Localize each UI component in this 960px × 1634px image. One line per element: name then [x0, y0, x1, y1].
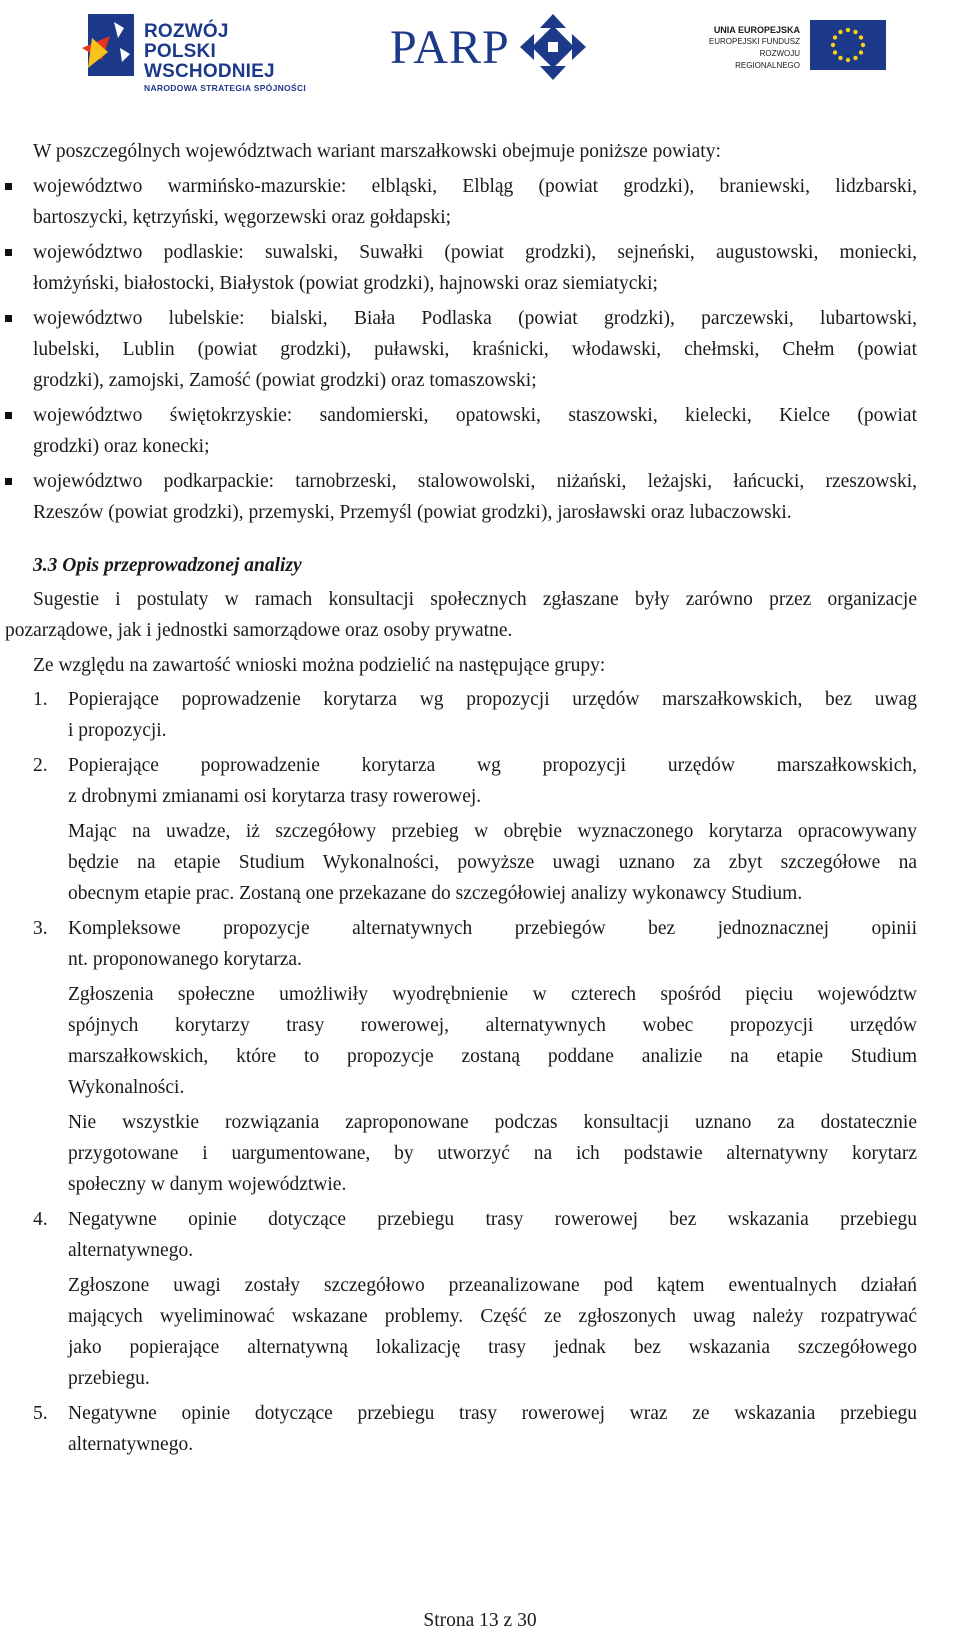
group-item: Popierające poprowadzenie korytarza wg propozycji urzędów marszałkowskich, [68, 755, 917, 776]
voivodeship-list-item: Rzeszów (powiat grodzki), przemyski, Przemyśl (powiat grodzki), jarosławski oraz lubaczowski. [33, 502, 792, 523]
eu-star-icon [846, 58, 850, 62]
group-item: alternatywnego. [68, 1240, 194, 1261]
voivodeship-list-item: łomżyński, białostocki, Białystok (powiat grodzki), hajnowski oraz siemiatycki; [33, 273, 658, 294]
eu-flag-icon [810, 20, 886, 70]
group-item: Negatywne opinie dotyczące przebiegu trasy rowerowej bez wskazania przebiegu [68, 1209, 917, 1230]
rpw-emblem-icon [80, 8, 140, 84]
voivodeship-list-item: województwo warmińsko-mazurskie: elbląski, Elbląg (powiat grodzki), braniewski, lidzbarski, [33, 176, 917, 197]
parp-logo [390, 12, 600, 82]
eu-logo [700, 20, 890, 75]
rpw-logo-line2: POLSKI WSCHODNIEJ [144, 41, 275, 82]
voivodeship-list-item: grodzki), zamojski, Zamość (powiat grodzki) oraz tomaszowski; [33, 370, 537, 391]
eu-logo-line2: EUROPEJSKI FUNDUSZ [708, 37, 800, 46]
group-item: Negatywne opinie dotyczące przebiegu trasy rowerowej wraz ze wskazania przebiegu [68, 1403, 917, 1424]
section-heading: 3.3 Opis przeprowadzonej analizy [33, 555, 302, 576]
voivodeship-list-item: województwo świętokrzyskie: sandomierski, opatowski, staszowski, kielecki, Kielce (powiat [33, 405, 917, 426]
group-number: 4. [33, 1209, 48, 1230]
group-note: Wykonalności. [68, 1077, 185, 1098]
group-note: Zgłoszenia społeczne umożliwiły wyodrębnienie w czterech spośród pięciu województw [68, 984, 917, 1005]
bullet-icon [5, 412, 12, 419]
voivodeship-list-item: bartoszycki, kętrzyński, węgorzewski oraz gołdapski; [33, 207, 452, 228]
group-number: 2. [33, 755, 48, 776]
consultation-paragraph: Sugestie i postulaty w ramach konsultacji społecznych zgłaszane były zarówno przez organizacje [33, 589, 917, 610]
parp-logo-text: PARP [390, 21, 510, 74]
eu-star-icon [833, 35, 837, 39]
group-item: Kompleksowe propozycje alternatywnych przebiegów bez jednoznacznej opinii [68, 918, 917, 939]
group-number: 1. [33, 689, 48, 710]
group-item: i propozycji. [68, 720, 167, 741]
group-note: przebiegu. [68, 1368, 150, 1389]
bullet-icon [5, 315, 12, 322]
eu-star-icon [859, 35, 863, 39]
group-note: mających wyeliminować wskazane problemy. Część ze zgłoszonych uwag należy rozpatrywać [68, 1306, 917, 1327]
group-item: z drobnymi zmianami osi korytarza trasy rowerowej. [68, 786, 482, 807]
bullet-icon [5, 249, 12, 256]
group-note: jako popierające alternatywną lokalizację trasy jednak bez wskazania szczegółowego [68, 1337, 917, 1358]
group-note: marszałkowskich, które to propozycje zostaną poddane analizie na etapie Studium [68, 1046, 917, 1067]
eu-star-icon [846, 28, 850, 32]
bullet-icon [5, 478, 12, 485]
eu-star-icon [838, 56, 842, 60]
group-number: 3. [33, 918, 48, 939]
groups-intro: Ze względu na zawartość wnioski można podzielić na następujące grupy: [33, 655, 606, 676]
rozwoj-polski-wschodniej-logo [80, 8, 340, 93]
group-item: nt. proponowanego korytarza. [68, 949, 302, 970]
group-item: Popierające poprowadzenie korytarza wg propozycji urzędów marszałkowskich, bez uwag [68, 689, 917, 710]
group-note: spójnych korytarzy trasy rowerowej, alternatywnych wobec propozycji urzędów [68, 1015, 917, 1036]
eu-star-icon [833, 50, 837, 54]
group-note: przygotowane i uargumentowane, by utworzyć na ich podstawie alternatywny korytarz [68, 1143, 917, 1164]
eu-star-icon [831, 43, 835, 47]
eu-logo-line1: UNIA EUROPEJSKA [713, 25, 800, 35]
eu-star-icon [853, 30, 857, 34]
intro-paragraph: W poszczególnych województwach wariant marszałkowski obejmuje poniższe powiaty: [33, 141, 721, 162]
group-note: społeczny w danym województwie. [68, 1174, 347, 1195]
group-note: będzie na etapie Studium Wykonalności, powyższe uwagi uznano za zbyt szczegółowe na [68, 852, 917, 873]
eu-star-icon [838, 30, 842, 34]
group-note: Zgłoszone uwagi zostały szczegółowo przeanalizowane pod kątem ewentualnych działań [68, 1275, 917, 1296]
voivodeship-list-item: województwo podlaskie: suwalski, Suwałki (powiat grodzki), sejneński, augustowski, moniecki, [33, 242, 917, 263]
eu-logo-line3: ROZWOJU REGIONALNEGO [735, 49, 800, 70]
group-item: alternatywnego. [68, 1434, 194, 1455]
voivodeship-list-item: lubelski, Lublin (powiat grodzki), puławski, kraśnicki, włodawski, chełmski, Chełm (powiat [33, 339, 917, 360]
page-header [0, 0, 960, 100]
group-note: Nie wszystkie rozwiązania zaproponowane podczas konsultacji uznano za dostatecznie [68, 1112, 917, 1133]
voivodeship-list-item: województwo lubelskie: bialski, Biała Podlaska (powiat grodzki), parczewski, lubartowski, [33, 308, 917, 329]
voivodeship-list-item: grodzki) oraz konecki; [33, 436, 210, 457]
voivodeship-list-item: województwo podkarpackie: tarnobrzeski, stalowowolski, niżański, leżajski, łańcucki, rzeszowski, [33, 471, 917, 492]
consultation-paragraph: pozarządowe, jak i jednostki samorządowe oraz osoby prywatne. [5, 620, 513, 641]
parp-arrows-icon [518, 12, 588, 82]
eu-star-icon [861, 43, 865, 47]
group-number: 5. [33, 1403, 48, 1424]
eu-star-icon [853, 56, 857, 60]
rpw-logo-line1: ROZWÓJ [144, 21, 229, 42]
bullet-icon [5, 183, 12, 190]
eu-star-icon [859, 50, 863, 54]
group-note: Mając na uwadze, iż szczegółowy przebieg w obrębie wyznaczonego korytarza opracowywany [68, 821, 917, 842]
group-note: obecnym etapie prac. Zostaną one przekazane do szczegółowiej analizy wykonawcy Studium. [68, 883, 803, 904]
rpw-logo-line3: NARODOWA STRATEGIA SPÓJNOŚCI [144, 83, 307, 93]
page-footer: Strona 13 z 30 [423, 1610, 537, 1631]
